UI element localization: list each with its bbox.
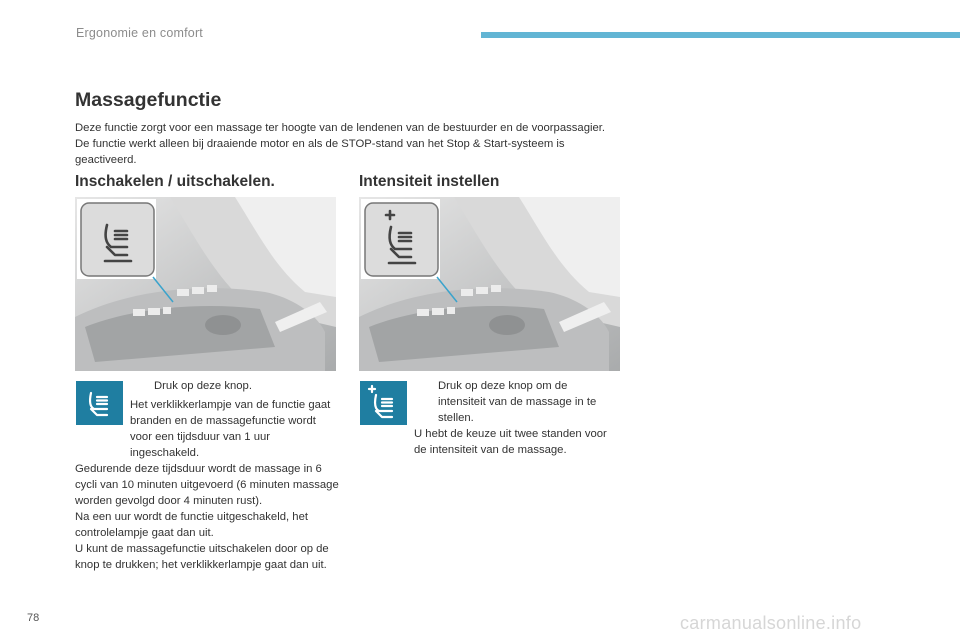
massage-button-icon [76, 381, 123, 425]
intro-paragraph: Deze functie zorgt voor een massage ter hoogte van de lendenen van de bestuurder en de voorpassagier. De functie werkt alleen bij draaiende motor en als de STOP-stand van het Stop & Start-systeem is geactiveerd. [75, 122, 606, 166]
heading-intensity: Intensiteit instellen [359, 173, 500, 190]
seat-photo-massage-button [75, 197, 336, 371]
massage-intensity-icon [360, 381, 407, 425]
page-title: Massagefunctie [75, 89, 222, 111]
watermark: carmanualsonline.info [680, 613, 862, 633]
left-paragraph-1: Gedurende deze tijdsduur wordt de massage in 6 cycli van 10 minuten uitgevoerd (6 minuten massage worden gevolgd door 4 minuten rust). [75, 463, 339, 507]
left-paragraph-3: U kunt de massagefunctie uitschakelen door op de knop te drukken; het verklikkerlampje gaat dan uit. [75, 543, 329, 571]
header-accent-bar [481, 32, 960, 38]
left-bullet-text: Druk op deze knop. [154, 380, 252, 392]
heading-switch-on-off: Inschakelen / uitschakelen. [75, 173, 275, 190]
section-label: Ergonomie en comfort [76, 26, 203, 40]
page-number: 78 [27, 612, 40, 624]
right-paragraph: U hebt de keuze uit twee standen voor de intensiteit van de massage. [414, 428, 607, 456]
left-paragraph-2: Na een uur wordt de functie uitgeschakeld, het controlelampje gaat dan uit. [75, 511, 308, 539]
right-bullet-text: Druk op deze knop om de intensiteit van de massage in te stellen. [438, 380, 597, 424]
left-sub-text: Het verklikkerlampje van de functie gaat branden en de massagefunctie wordt voor een tijdsduur van 1 uur ingeschakeld. [130, 399, 331, 459]
seat-photo-intensity-button [359, 197, 620, 371]
